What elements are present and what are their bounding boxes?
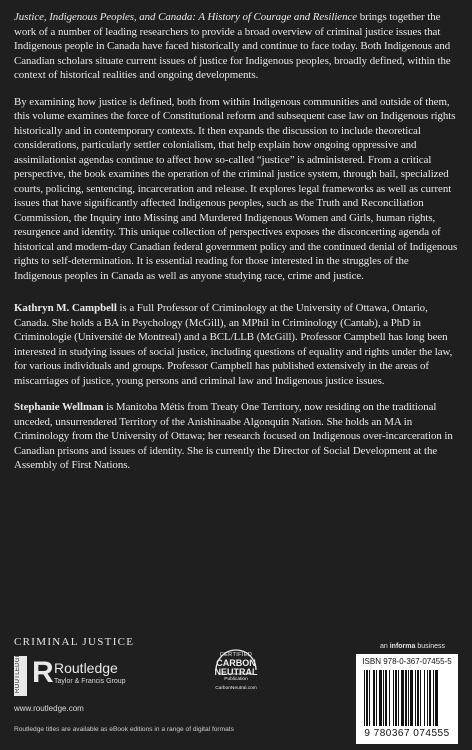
back-cover-text [14,10,459,473]
book-title: Justice, Indigenous Peoples, and Canada: A History of Courage and Resilience [14,11,358,23]
cover-footer [0,622,472,750]
carbon-neutral-badge [210,644,262,700]
logo-letter: R [32,656,54,689]
blurb-paragraph-2: By examining how justice is defined, both from within Indigenous communities and outside of them, this volume examines the force of Constitutional reform and subsequent case law on Indigenous rights historically and in contemporary contexts. It then expands the discussion to include theoretical considerations, particularly settler colonialism, that help explain how ongoing oppressive and assimilationist agendas continue to affect how so-called “justice” is administered. From a critical perspective, the book examines the operation of the criminal justice system, through bail, specialized courts, policing, sentencing, incarceration and release. It explores legal frameworks as well as current issues that have significantly affected Indigenous peoples, such as the Truth and Reconciliation Commission, the Inquiry into Missing and Murdered Indigenous Women and Girls, human rights, resurgence and identity. This unique collection of perspectives exposes the disconcerting agenda of historical and modern-day Canadian federal government policy and the continued denial of Indigenous rights to self-determination. It is essential reading for those interested in the struggles of the Indigenous peoples in Canada as well as anyone studying race, crime and justice. [14,95,458,282]
barcode-box [356,654,458,744]
series-label: CRIMINAL JUSTICE [14,636,135,648]
blurb-paragraph-1 [14,10,459,83]
informa-brand: informa [389,643,416,650]
cert-line-1: CERTIFIED [219,652,253,658]
cert-line-2: CARBON NEUTRAL [214,658,258,677]
informa-business-label: an informa business [380,643,445,650]
publisher-subtitle: Taylor & Francis Group [54,678,126,685]
barcode-number: 9 780367 074555 [364,728,450,739]
author-name-2: Stephanie Wellman [14,401,104,413]
publisher-name: Routledge [54,660,118,676]
logo-vertical-text: ROUTLEDGE [15,652,21,693]
ebook-note: Routledge titles are available as eBook editions in a range of digital formats [14,726,234,733]
author-bio-2-text: is Manitoba Métis from Treaty One Territory, now residing on the traditional unceded, unsurrendered Territory of the Anishinaabe Algonquin Nation. She holds an MA in Criminology from the University of Ottawa; her research focused on Indigenous over-incarceration in Canadian prisons and issues of identity. She is currently the Director of Social Development at the Assembly of First Nations. [14,401,453,471]
author-bio-2 [14,400,459,473]
blurb-paragraph-1-text: brings together the work of a number of leading researchers to provide a broad overview of criminal justice issues that Indigenous people in Canada have faced historically and continue to face today. Both Indigenous and Canadian scholars situate current issues of justice for Indigenous peoples, broadly defined, within the context of historical realities and ongoing developments. [14,11,451,81]
author-bio-1-text: is a Full Professor of Criminology at the University of Ottawa, Ontario, Canada. She holds a BA in Psychology (McGill), an MPhil in Criminology (Cantab), a PhD in Criminologie (Université de Montreal) and a BCL/LLB (McGill). Professor Campbell has long been interested in studying issues of social justice, including questions of equality and rights under the law, for various individuals and groups. Professor Campbell has published extensively in the areas of miscarriages of justice, young persons and criminal law and Indigenous justice issues. [14,302,453,387]
author-bio-1 [14,301,459,388]
author-name-1: Kathryn M. Campbell [14,302,117,314]
publisher-website: www.routledge.com [14,704,84,713]
barcode-icon [362,670,452,728]
isbn-text: ISBN 978-0-367-07455-5 [362,657,452,666]
cert-line-4: CarbonNeutral.com [215,686,257,691]
cert-line-3: Publication [224,677,248,682]
logo-vertical-bar [14,652,27,696]
routledge-logo [14,652,164,696]
